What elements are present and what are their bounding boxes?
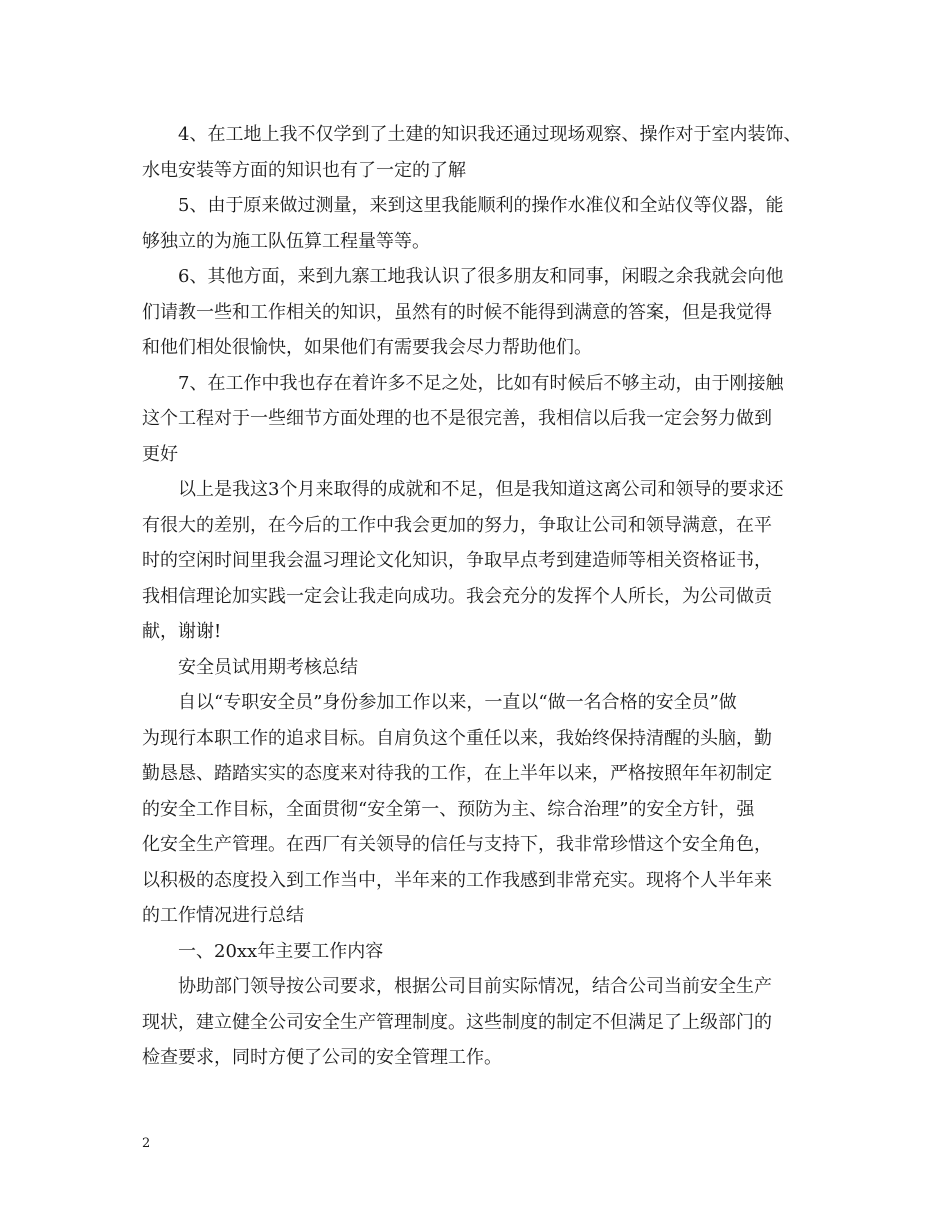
text-line: 更好	[142, 443, 178, 465]
text-line: 化安全生产管理。在西厂有关领导的信任与支持下，我非常珍惜这个安全角色，	[142, 834, 772, 855]
text-line: 我相信理论加实践一定会让我走向成功。我会充分的发挥个人所长，为公司做贡	[142, 585, 772, 607]
section-heading: 一、20xx年主要工作内容	[178, 940, 384, 962]
text-line: 为现行本职工作的追求目标。自肩负这个重任以来，我始终保持清醒的头脑，勤	[142, 727, 772, 749]
text-line: 5、由于原来做过测量，来到这里我能顺利的操作水准仪和全站仪等仪器，能	[178, 195, 784, 216]
text-line: 时的空闲时间里我会温习理论文化知识，争取早点考到建造师等相关资格证书，	[142, 550, 772, 571]
text-line: 协助部门领导按公司要求，根据公司目前实际情况，结合公司当前安全生产	[178, 976, 772, 997]
text-line: 自以“专职安全员”身份参加工作以来，一直以“做一名合格的安全员”做	[178, 692, 737, 713]
section-title: 安全员试用期考核总结	[178, 656, 358, 678]
text-line: 4、在工地上我不仅学到了土建的知识我还通过现场观察、操作对于室内装饰、	[178, 124, 802, 145]
text-line: 的工作情况进行总结	[142, 905, 304, 926]
page-number: 2	[142, 1136, 151, 1151]
document-body	[142, 117, 817, 1076]
text-line: 们请教一些和工作相关的知识，虽然有的时候不能得到满意的答案，但是我觉得	[142, 301, 772, 323]
text-line: 这个工程对于一些细节方面处理的也不是很完善，我相信以后我一定会努力做到	[142, 408, 772, 429]
text-line: 献，谢谢!	[142, 621, 222, 642]
text-line: 勤恳恳、踏踏实实的态度来对待我的工作，在上半年以来，严格按照年年初制定	[142, 763, 772, 784]
text-line: 6、其他方面，来到九寨工地我认识了很多朋友和同事，闲暇之余我就会向他	[178, 266, 784, 287]
text-line: 和他们相处很愉快，如果他们有需要我会尽力帮助他们。	[142, 337, 592, 358]
text-line: 水电安装等方面的知识也有了一定的了解	[142, 159, 466, 181]
text-line: 的安全工作目标，全面贯彻“安全第一、预防为主、综合治理”的安全方针，强	[142, 798, 755, 820]
text-line: 以上是我这3个月来取得的成就和不足，但是我知道这离公司和领导的要求还	[178, 479, 784, 500]
text-line: 够独立的为施工队伍算工程量等等。	[142, 230, 430, 252]
text-line: 有很大的差别，在今后的工作中我会更加的努力，争取让公司和领导满意，在平	[142, 514, 772, 536]
text-line: 以积极的态度投入到工作当中，半年来的工作我感到非常充实。现将个人半年来	[142, 869, 772, 891]
text-line: 现状，建立健全公司安全生产管理制度。这些制度的制定不但满足了上级部门的	[142, 1011, 772, 1033]
text-line: 检查要求，同时方便了公司的安全管理工作。	[142, 1047, 502, 1068]
text-line: 7、在工作中我也存在着许多不足之处，比如有时候后不够主动，由于刚接触	[178, 372, 784, 394]
